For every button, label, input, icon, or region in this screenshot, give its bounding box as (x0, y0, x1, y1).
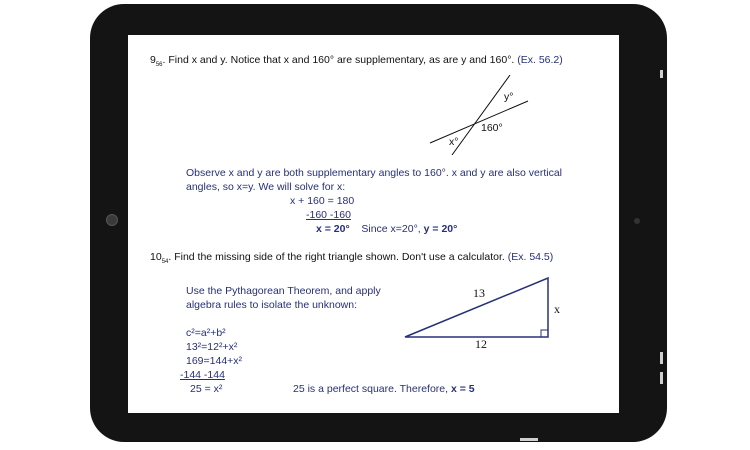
problem-number: 9 (150, 54, 156, 66)
solution-line (316, 223, 457, 235)
problem-9-header (150, 54, 563, 68)
conclusion-text: 25 is a perfect square. Therefore, (293, 383, 449, 395)
answer-x: x = 20° (316, 223, 350, 235)
problem-10-header (150, 251, 553, 265)
equation-step: c²=a²+b² (186, 327, 226, 339)
angle-y-label: y° (504, 91, 514, 103)
volume-up-button[interactable] (660, 352, 663, 364)
equation-step: 25 = x² (190, 383, 223, 395)
answer-y: y = 20° (423, 223, 458, 235)
sensor-icon (634, 218, 640, 224)
equation-step: 13²=12²+x² (186, 341, 238, 353)
leg-x-label: x (554, 302, 560, 316)
since-text: Since x=20°, (361, 223, 421, 235)
explanation-line: angles, so x=y. We will solve for x: (186, 181, 346, 193)
angle-160-label: 160° (481, 122, 503, 134)
problem-statement: . Find the missing side of the right triangle shown. Don't use a calculator. (168, 251, 505, 263)
problem-lesson: 54 (161, 259, 169, 266)
right-triangle-diagram (403, 273, 553, 343)
explanation-line: Observe x and y are both supplementary angles to 160°. x and y are also vertical (186, 167, 562, 179)
intersecting-lines-diagram (428, 75, 538, 155)
camera-icon (106, 214, 118, 226)
base-label: 12 (475, 337, 487, 351)
conclusion-line (293, 383, 475, 395)
problem-lesson: 56 (155, 62, 163, 69)
example-reference: (Ex. 54.5) (507, 251, 554, 263)
angle-x-label: x° (449, 136, 459, 148)
explanation-line: Use the Pythagorean Theorem, and apply (186, 285, 381, 297)
equation-step: -144 -144 (180, 369, 225, 381)
power-button[interactable] (660, 70, 663, 78)
example-reference: (Ex. 56.2) (517, 54, 563, 66)
explanation-line: algebra rules to isolate the unknown: (186, 299, 358, 311)
equation-step: x + 160 = 180 (290, 195, 355, 207)
document-page[interactable] (128, 35, 619, 413)
mute-switch[interactable] (520, 438, 538, 441)
equation-step: -160 -160 (306, 209, 351, 221)
hypotenuse-label: 13 (473, 286, 485, 300)
equation-step: 169=144+x² (186, 355, 243, 367)
problem-number: 10 (150, 251, 162, 263)
final-answer: x = 5 (450, 383, 475, 395)
problem-statement: . Find x and y. Notice that x and 160° are supplementary, as are y and 160°. (162, 54, 515, 66)
volume-down-button[interactable] (660, 372, 663, 384)
